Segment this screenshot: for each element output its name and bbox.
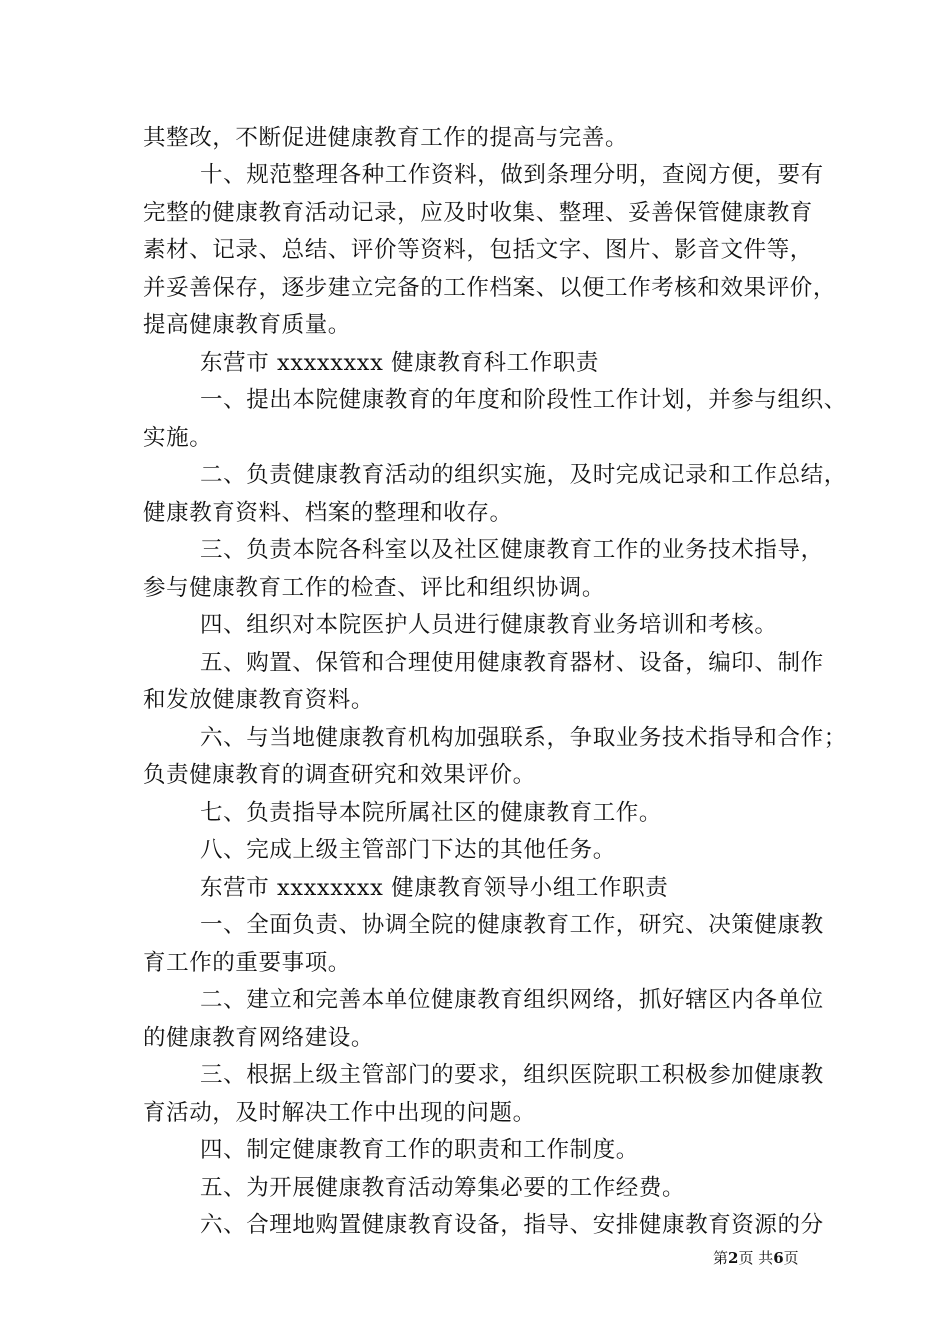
text-line-23: 育工作的重要事项。 bbox=[143, 950, 351, 976]
text-line-30: 六、合理地购置健康教育设备，指导、安排健康教育资源的分 bbox=[200, 1212, 824, 1238]
text-line-14: 四、组织对本院医护人员进行健康教育业务培训和考核。 bbox=[200, 612, 778, 638]
total-page-number: 6 bbox=[773, 1249, 784, 1267]
text-line-5: 并妥善保存，逐步建立完备的工作档案、以便工作考核和效果评价， bbox=[143, 275, 837, 301]
footer-suffix: 页 bbox=[783, 1249, 799, 1267]
text-line-20: 八、完成上级主管部门下达的其他任务。 bbox=[200, 837, 616, 863]
text-line-15: 五、购置、保管和合理使用健康教育器材、设备，编印、制作 bbox=[200, 650, 824, 676]
text-line-9: 实施。 bbox=[143, 425, 213, 451]
footer-middle: 页 共 bbox=[738, 1249, 774, 1267]
text-line-26: 三、根据上级主管部门的要求，组织医院职工积极参加健康教 bbox=[200, 1062, 824, 1088]
text-line-28: 四、制定健康教育工作的职责和工作制度。 bbox=[200, 1137, 639, 1163]
text-line-12: 三、负责本院各科室以及社区健康教育工作的业务技术指导， bbox=[200, 537, 824, 563]
text-line-1: 其整改，不断促进健康教育工作的提高与完善。 bbox=[143, 125, 629, 151]
footer-prefix: 第 bbox=[713, 1249, 729, 1267]
text-line-29: 五、为开展健康教育活动筹集必要的工作经费。 bbox=[200, 1175, 686, 1201]
section-heading-1: 东营市 xxxxxxxx 健康教育科工作职责 bbox=[200, 350, 600, 376]
text-line-25: 的健康教育网络建设。 bbox=[143, 1025, 375, 1051]
text-line-17: 六、与当地健康教育机构加强联系，争取业务技术指导和合作； bbox=[200, 725, 847, 751]
text-line-18: 负责健康教育的调查研究和效果评价。 bbox=[143, 762, 536, 788]
text-line-4: 素材、记录、总结、评价等资料，包括文字、图片、影音文件等， bbox=[143, 237, 813, 263]
text-line-8: 一、提出本院健康教育的年度和阶段性工作计划，并参与组织、 bbox=[200, 387, 847, 413]
current-page-number: 2 bbox=[728, 1249, 739, 1267]
text-line-11: 健康教育资料、档案的整理和收存。 bbox=[143, 500, 513, 526]
text-line-3: 完整的健康教育活动记录，应及时收集、整理、妥善保管健康教育 bbox=[143, 200, 813, 226]
text-line-27: 育活动，及时解决工作中出现的问题。 bbox=[143, 1100, 536, 1126]
text-line-24: 二、建立和完善本单位健康教育组织网络，抓好辖区内各单位 bbox=[200, 987, 824, 1013]
text-line-2: 十、规范整理各种工作资料，做到条理分明，查阅方便，要有 bbox=[200, 162, 824, 188]
text-line-22: 一、全面负责、协调全院的健康教育工作，研究、决策健康教 bbox=[200, 912, 824, 938]
text-line-6: 提高健康教育质量。 bbox=[143, 312, 351, 338]
text-line-16: 和发放健康教育资料。 bbox=[143, 687, 375, 713]
text-line-13: 参与健康教育工作的检查、评比和组织协调。 bbox=[143, 575, 606, 601]
page-number-footer bbox=[713, 1248, 799, 1268]
section-heading-2: 东营市 xxxxxxxx 健康教育领导小组工作职责 bbox=[200, 875, 669, 901]
text-line-19: 七、负责指导本院所属社区的健康教育工作。 bbox=[200, 800, 663, 826]
text-line-10: 二、负责健康教育活动的组织实施，及时完成记录和工作总结， bbox=[200, 462, 847, 488]
